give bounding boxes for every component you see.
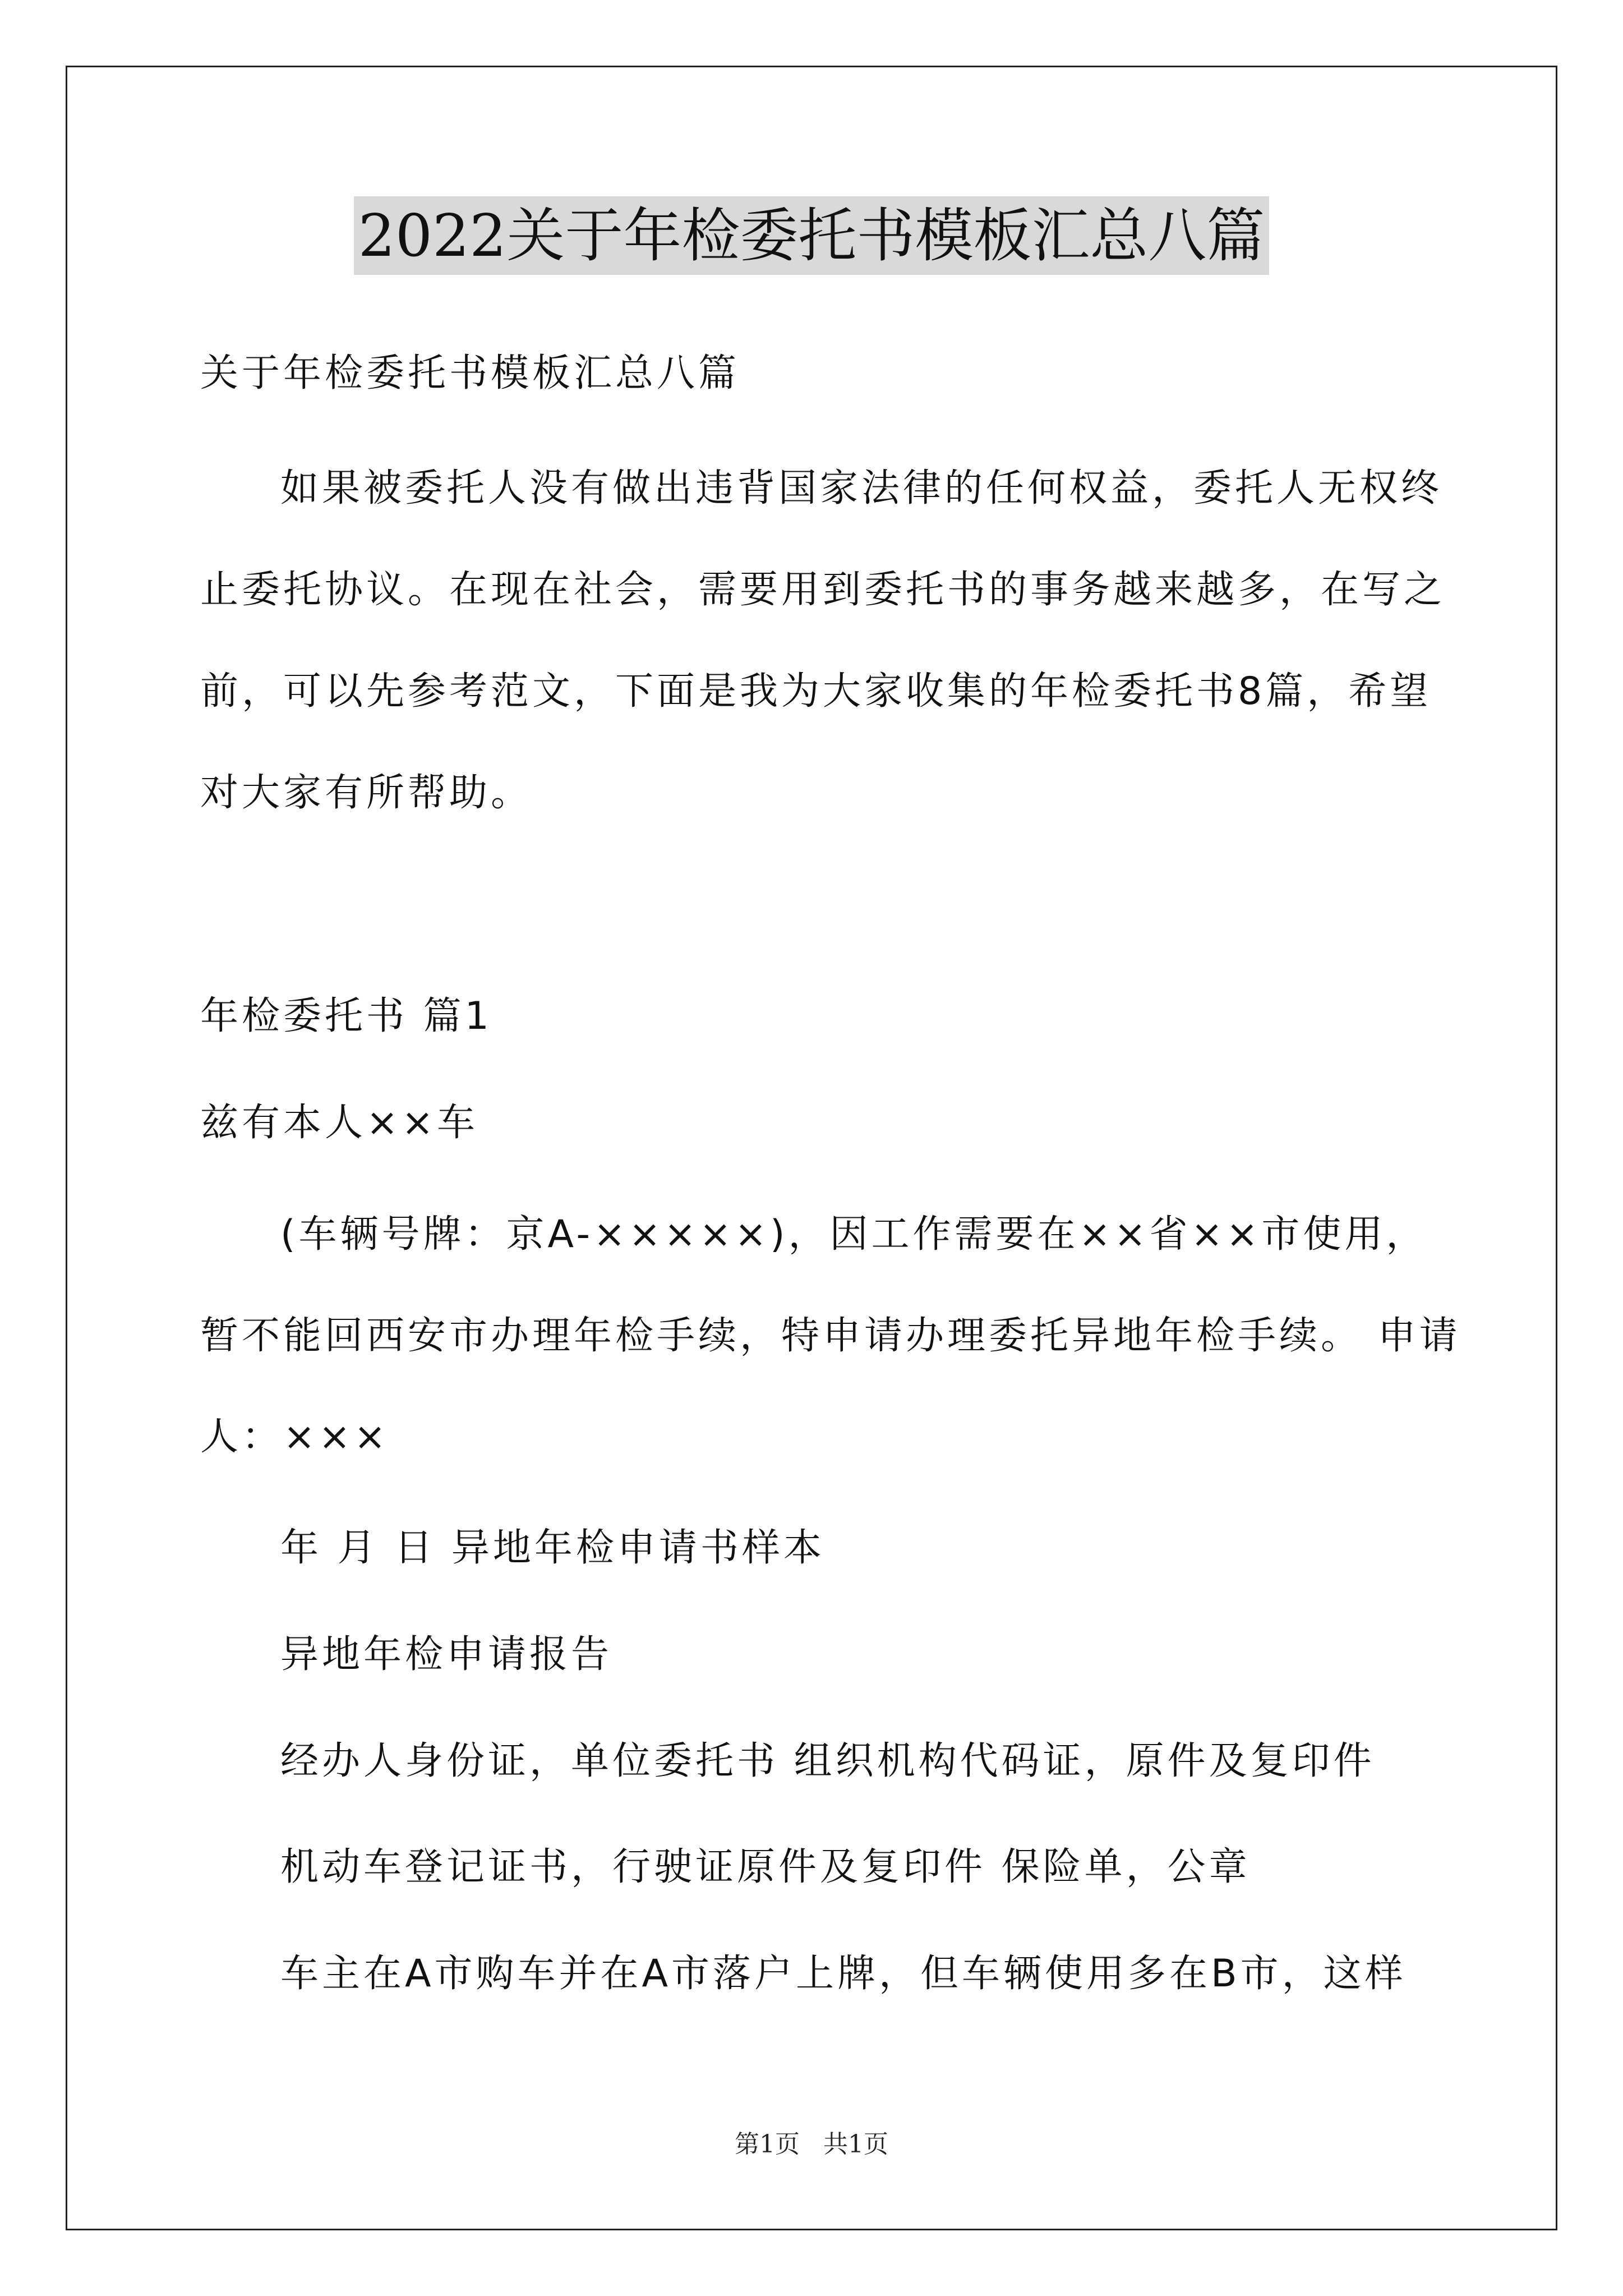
paragraph-line: 止委托协议。在现在社会，需要用到委托书的事务越来越多，在写之 — [200, 568, 1446, 612]
paragraph-line: 机动车登记证书，行驶证原件及复印件 保险单，公章 — [280, 1845, 1251, 1889]
paragraph-line: 如果被委托人没有做出违背国家法律的任何权益，委托人无权终 — [280, 466, 1443, 510]
paragraph-line: 兹有本人××车 — [200, 1101, 478, 1145]
paragraph-line: 暂不能回西安市办理年检手续，特申请办理委托异地年检手续。 申请 — [200, 1314, 1461, 1358]
page-number-total: 共1页 — [823, 2130, 888, 2159]
paragraph-line: 前，可以先参考范文，下面是我为大家收集的年检委托书8篇，希望 — [200, 669, 1432, 714]
section-heading: 年检委托书 篇1 — [200, 994, 492, 1038]
paragraph-line: (车辆号牌：京A-×××××)，因工作需要在××省××市使用， — [280, 1212, 1428, 1257]
paragraph-line: 车主在A市购车并在A市落户上牌，但车辆使用多在B市，这样 — [280, 1952, 1407, 1996]
page-number-current: 第1页 — [735, 2130, 800, 2159]
paragraph-line: 异地年检申请报告 — [280, 1632, 613, 1677]
paragraph-line: 经办人身份证，单位委托书 组织机构代码证，原件及复印件 — [280, 1739, 1375, 1783]
subtitle-line: 关于年检委托书模板汇总八篇 — [200, 351, 740, 395]
page-footer — [0, 2129, 1623, 2160]
title-container — [0, 196, 1623, 275]
document-title: 2022关于年检委托书模板汇总八篇 — [354, 196, 1270, 275]
paragraph-line: 年 月 日 异地年检申请书样本 — [280, 1526, 825, 1570]
paragraph-line: 对大家有所帮助。 — [200, 771, 533, 815]
paragraph-line: 人：××× — [200, 1415, 389, 1459]
